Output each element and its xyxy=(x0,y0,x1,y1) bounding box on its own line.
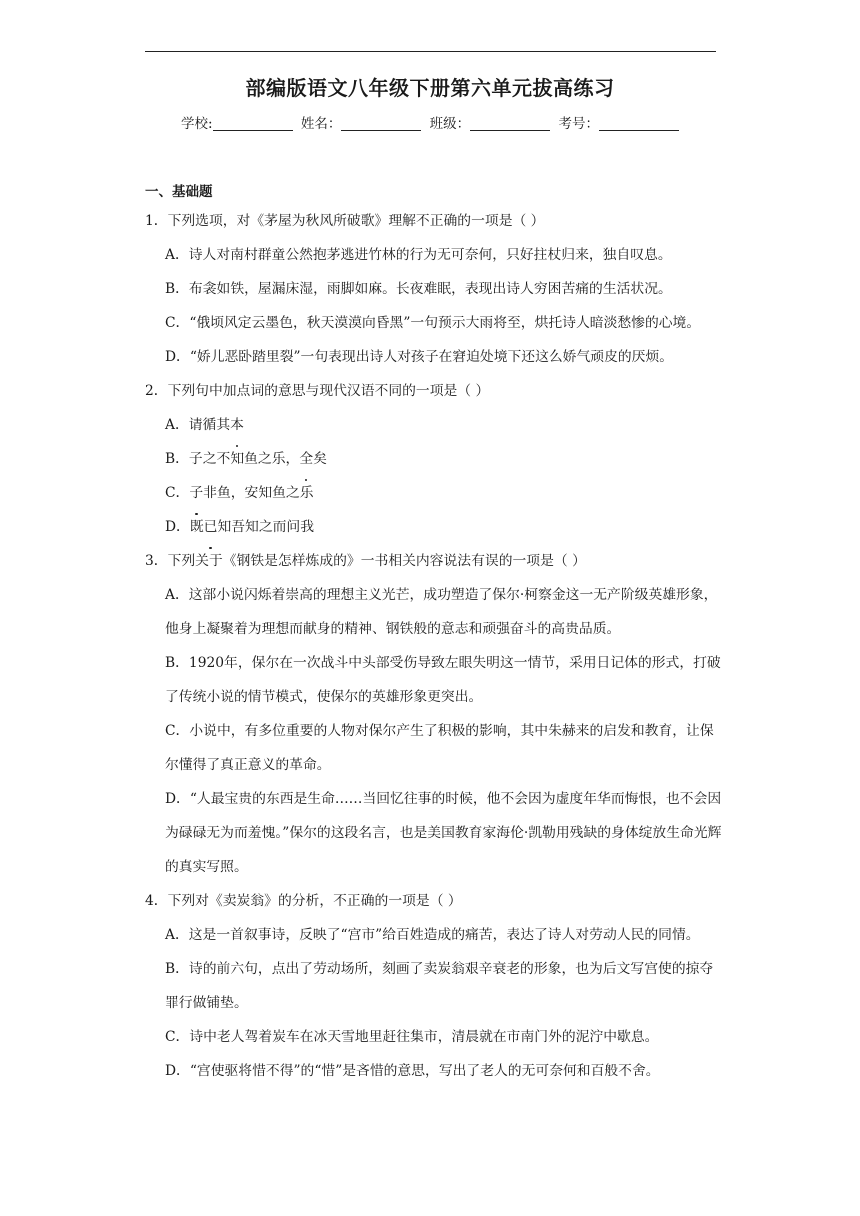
question-3 xyxy=(145,544,725,884)
name-label: 姓名： xyxy=(300,116,342,132)
option-b xyxy=(145,442,725,476)
option-text: A．请循其 xyxy=(165,417,231,433)
option-c: C．小说中，有多位重要的人物对保尔产生了积极的影响，其中朱赫来的启发和教育，让保尔懂得了真正意义的革命。 xyxy=(165,723,714,773)
question-stem: 1．下列选项，对《茅屋为秋风所破歌》理解不正确的一项是（ ） xyxy=(145,213,545,229)
option-b: B．诗的前六句，点出了劳动场所，刻画了卖炭翁艰辛衰老的形象，也为后文写宫使的掠夺罪行做铺垫。 xyxy=(165,961,714,1011)
school-label: 学校: xyxy=(181,116,213,132)
exam-number-label: 考号： xyxy=(558,116,599,132)
page-title: 部编版语文八年级下册第六单元拔高练习 xyxy=(245,76,615,100)
option-c xyxy=(145,476,725,510)
student-info-line xyxy=(0,112,860,132)
top-rule xyxy=(145,51,716,52)
option-a: A．这部小说闪烁着崇高的理想主义光芒，成功塑造了保尔·柯察金这一无产阶级英雄形象，他身上凝聚着为理想而献身的精神、钢铁般的意志和顽强奋斗的高贵品质。 xyxy=(165,587,718,637)
class-label: 班级： xyxy=(429,116,471,132)
question-stem: 4．下列对《卖炭翁》的分析，不正确的一项是（ ） xyxy=(145,893,462,909)
dotted-word: 本 xyxy=(230,408,244,442)
section-title: 一、基础题 xyxy=(145,184,213,200)
option-d: D．“娇儿恶卧踏里裂”一句表现出诗人对孩子在窘迫处境下还这么娇气顽皮的厌烦。 xyxy=(165,349,674,365)
option-text: 非鱼，安知鱼之乐 xyxy=(203,485,314,501)
option-c: C．“俄顷风定云墨色，秋天漠漠向昏黑”一句预示大雨将至，烘托诗人暗淡愁惨的心境。 xyxy=(165,315,701,331)
option-text: D．既 xyxy=(165,519,204,535)
exam-number-blank[interactable] xyxy=(599,116,679,131)
option-text: 知吾知之而问我 xyxy=(217,519,315,535)
class-blank[interactable] xyxy=(470,116,550,131)
option-d: D．“宫使驱将惜不得”的“惜”是吝惜的意思，写出了老人的无可奈何和百般不舍。 xyxy=(165,1063,660,1079)
option-d xyxy=(145,510,725,544)
dotted-word: 全 xyxy=(299,442,313,476)
question-stem: 3．下列关于《钢铁是怎样炼成的》一书相关内容说法有误的一项是（ ） xyxy=(145,553,586,569)
question-list xyxy=(145,204,725,1088)
option-b: B．布衾如铁，屋漏床湿，雨脚如麻。长夜难眠，表现出诗人穷困苦痛的生活状况。 xyxy=(165,281,672,297)
school-blank[interactable] xyxy=(213,116,293,131)
dotted-word: 子 xyxy=(189,476,203,510)
option-a: A．这是一首叙事诗，反映了“宫市”给百姓造成的痛苦，表达了诗人对劳动人民的同情。 xyxy=(165,927,700,943)
option-a: A．诗人对南村群童公然抱茅逃进竹林的行为无可奈何，只好拄杖归来，独自叹息。 xyxy=(165,247,672,263)
option-d: D．“人最宝贵的东西是生命……当回忆往事的时候，他不会因为虚度年华而悔恨，也不会因为碌碌无为而羞愧。”保尔的这段名言，也是美国教育家海伦·凯勒用残缺的身体绽放生命光辉的真实写照。 xyxy=(165,791,722,875)
question-1 xyxy=(145,204,725,374)
option-c: C．诗中老人驾着炭车在冰天雪地里赶往集市，清晨就在市南门外的泥泞中歇息。 xyxy=(165,1029,659,1045)
option-text: C． xyxy=(165,485,190,501)
question-4 xyxy=(145,884,725,1088)
option-text: 矣 xyxy=(313,451,327,467)
question-stem: 2．下列句中加点词的意思与现代汉语不同的一项是（ ） xyxy=(145,383,490,399)
option-b: B．1920年，保尔在一次战斗中头部受伤导致左眼失明这一情节，采用日记体的形式，打破了传统小说的情节模式，使保尔的英雄形象更突出。 xyxy=(165,655,721,705)
dotted-word: 已 xyxy=(204,510,218,544)
question-2 xyxy=(145,374,725,544)
option-a xyxy=(145,408,725,442)
name-blank[interactable] xyxy=(341,116,421,131)
option-text: B．子之不知鱼之乐， xyxy=(165,451,300,467)
